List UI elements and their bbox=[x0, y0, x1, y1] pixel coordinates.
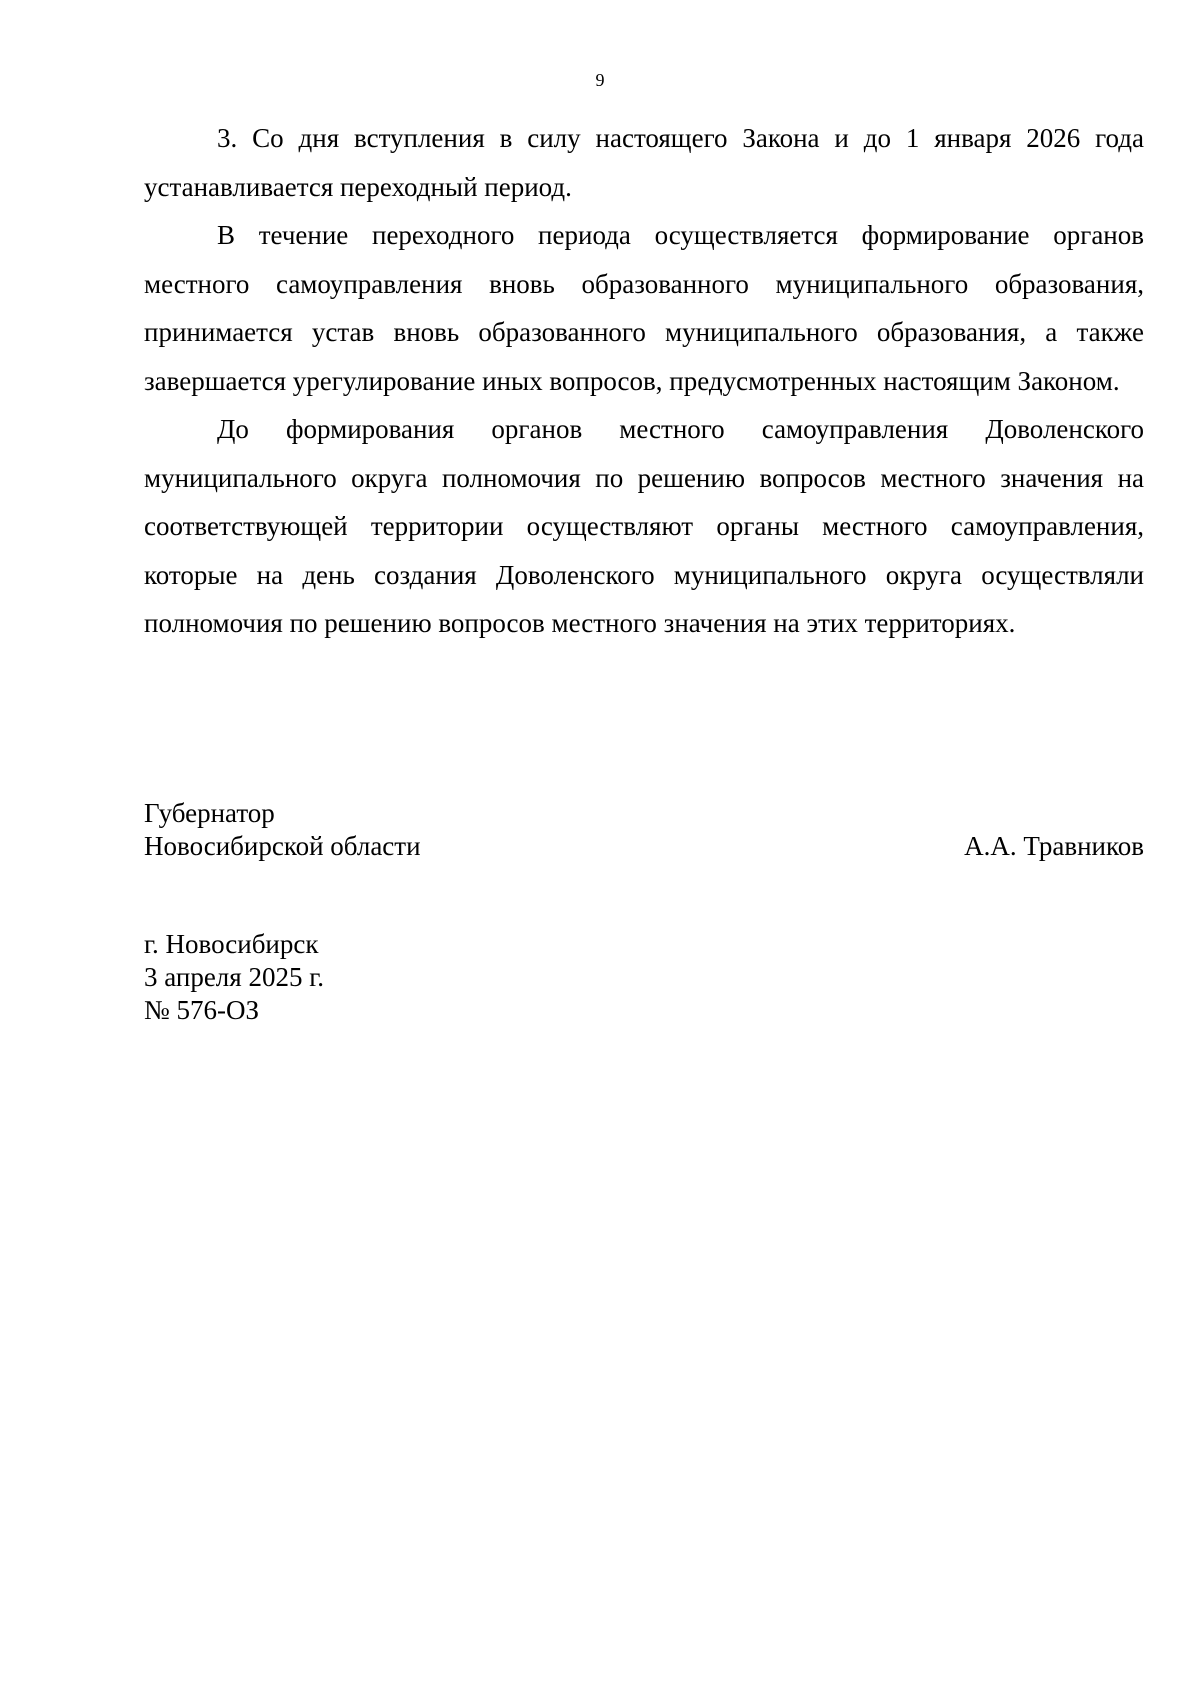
law-number: № 576-ОЗ bbox=[144, 995, 260, 1025]
law-date: 3 апреля 2025 г. bbox=[144, 962, 324, 992]
document-body bbox=[144, 114, 1144, 648]
signature-line bbox=[144, 830, 1144, 863]
signatory-name: А.А. Травников bbox=[964, 831, 1144, 861]
paragraph-transition-period: 3. Со дня вступления в силу настоящего Закона и до 1 января 2026 года устанавливается переходный период. bbox=[144, 123, 1144, 202]
place-date-block bbox=[144, 928, 744, 1027]
signatory-position-line1: Губернатор bbox=[144, 798, 275, 828]
signature-block bbox=[144, 797, 1144, 863]
city: г. Новосибирск bbox=[144, 929, 319, 959]
paragraph-interim-powers: До формирования органов местного самоуправления Доволенского муниципального округа полномочия по решению вопросов местного значения на соответствующей территории осуществляют органы местного самоуправления, которые на день создания Доволенского муниципального округа осуществляли полномочия по решению вопросов местного значения на этих территориях. bbox=[144, 414, 1144, 638]
page-number: 9 bbox=[595, 70, 605, 90]
paragraph-formation-of-bodies: В течение переходного периода осуществляется формирование органов местного самоуправления вновь образованного муниципального образования, принимается устав вновь образованного муниципального образования, а также завершается урегулирование иных вопросов, предусмотренных настоящим Законом. bbox=[144, 220, 1144, 396]
signatory-position-line2: Новосибирской области bbox=[144, 831, 421, 861]
